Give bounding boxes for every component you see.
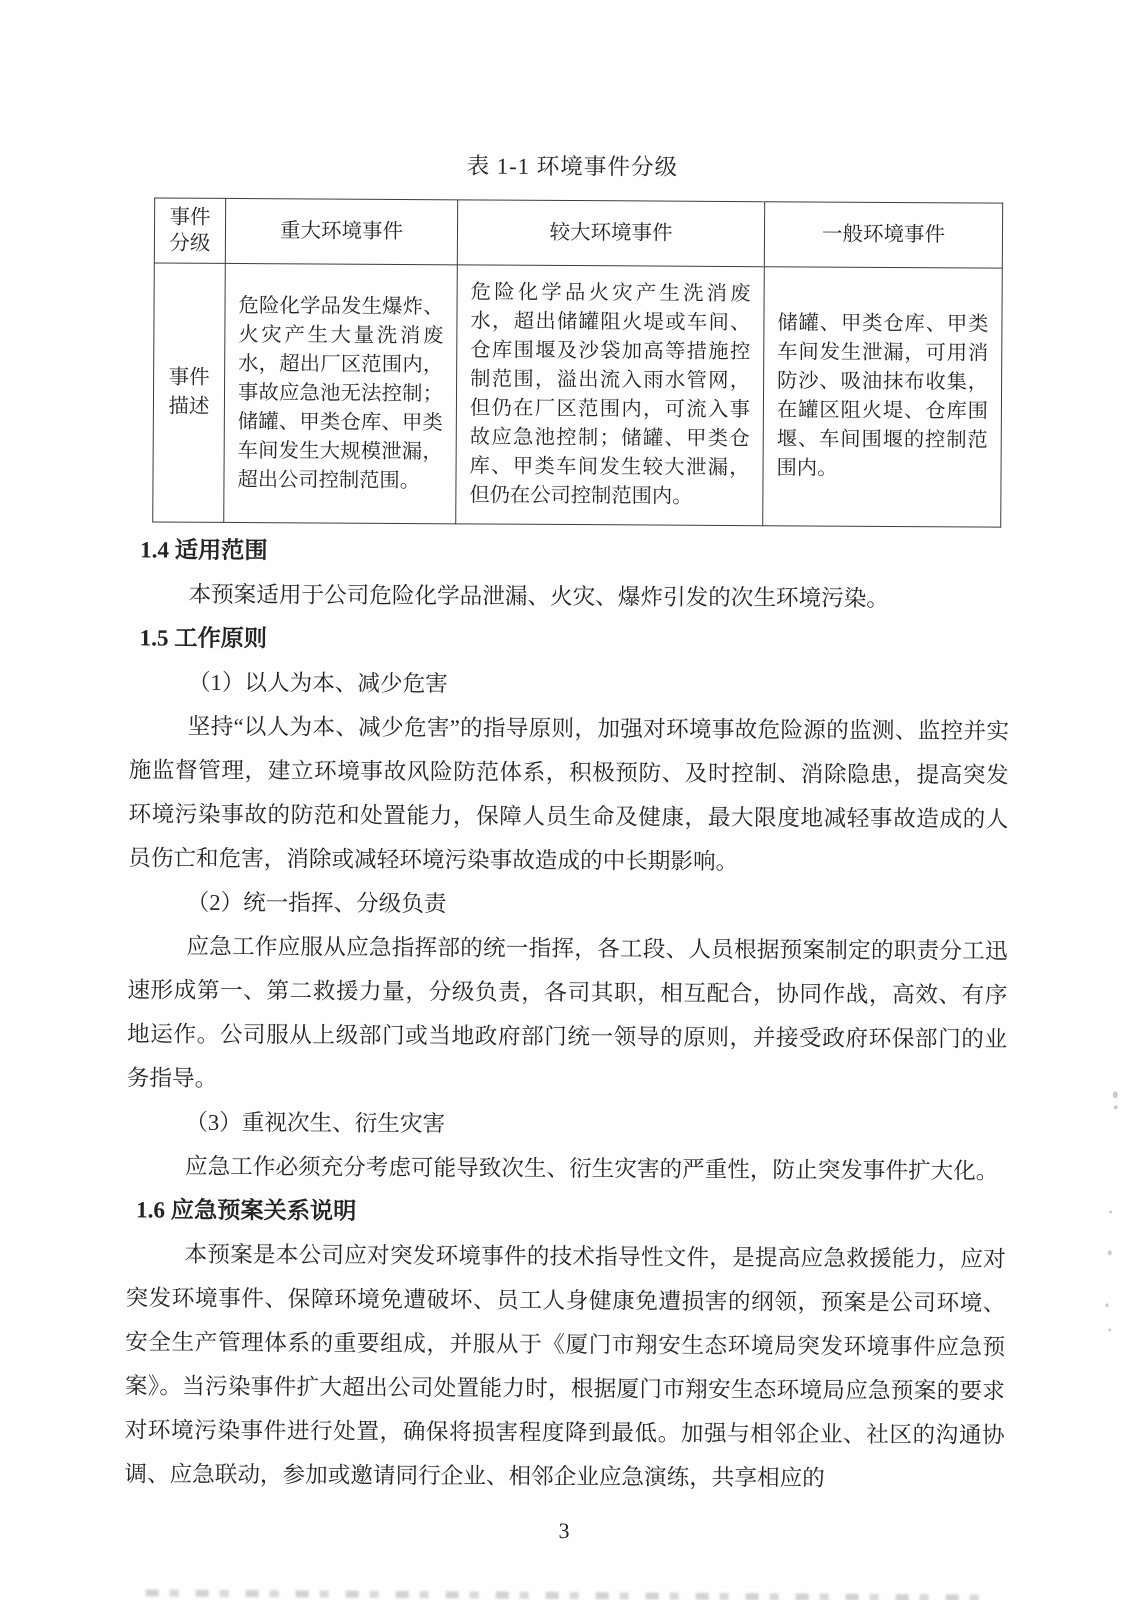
cell-general-event-description: 储罐、甲类仓库、甲类车间发生泄漏，可用消防沙、吸油抹布收集，在罐区阻火堤、仓库围堰、车间围堰的控制范围内。	[763, 267, 1003, 527]
scan-artifact	[1113, 1091, 1118, 1098]
sub-heading: （2）统一指挥、分级负责	[186, 889, 447, 917]
scan-artifact	[1109, 1210, 1112, 1213]
cell-larger-event-description: 危险化学品火灾产生洗消废水，超出储罐阻火堤或车间、仓库围堰及沙袋加高等措施控制范围，溢出流入雨水管网，但仍在厂区范围内，可流入事故应急池控制；储罐、甲类仓库、甲类车间发生较大泄漏，但仍在公司控制范围内。	[456, 265, 765, 526]
header-cell-general-event: 一般环境事件	[764, 202, 1002, 268]
paragraph: 应急工作必须充分考虑可能导致次生、衍生灾害的严重性，防止突发事件扩大化。	[184, 1153, 999, 1184]
table-row	[153, 263, 1003, 527]
sub-heading: （1）以人为本、减少危害	[187, 669, 448, 697]
header-cell-larger-event: 较大环境事件	[457, 200, 764, 267]
scan-artifact-bottom-text-bleed	[146, 1589, 991, 1600]
paragraph: 本预案适用于公司危险化学品泄漏、火灾、爆炸引发的次生环境污染。	[188, 581, 890, 611]
scan-artifact	[1108, 1328, 1111, 1331]
table-header-row	[154, 198, 1002, 268]
header-cell-event-level: 事件分级	[154, 198, 225, 263]
scan-artifact	[1114, 1105, 1118, 1109]
content-blocks	[124, 528, 1010, 1501]
section-heading: 1.5 工作原则	[139, 625, 268, 653]
paragraph: 本预案是本公司应对突发环境事件的技术指导性文件，是提高应急救援能力，应对突发环境事件、保障环境免遭破坏、员工人身健康免遭损害的纲领，预案是公司环境、安全生产管理体系的重要组成，并服从于《厦门市翔安生态环境局突发环境事件应急预案》。当污染事件扩大超出公司处置能力时，根据厦门市翔安生态环境局应急预案的要求对环境污染事件进行处置，确保将损害程度降到最低。加强与相邻企业、社区的沟通协调、应急联动，参加或邀请同行企业、相邻企业应急演练，共享相应的	[124, 1241, 1006, 1491]
row-label-event-description: 事件描述	[153, 263, 226, 522]
cell-major-event-description: 危险化学品发生爆炸、火灾产生大量洗消废水，超出厂区范围内，事故应急池无法控制；储罐、甲类仓库、甲类车间发生大规模泄漏，超出公司控制范围。	[224, 263, 458, 523]
table-caption: 表 1-1 环境事件分级	[466, 153, 679, 180]
scan-artifact	[1105, 1303, 1108, 1307]
event-classification-table	[152, 197, 1003, 527]
section-heading: 1.4 适用范围	[139, 537, 268, 565]
paragraph: 应急工作应服从应急指挥部的统一指挥，各工段、人员根据预案制定的职责分工迅速形成第一、第二救援力量，分级负责，各司其职，相互配合，协同作战，高效、有序地运作。公司服从上级部门或当地政府部门统一领导的原则，并接受政府环保部门的业务指导。	[126, 933, 1008, 1091]
page-number: 3	[558, 1517, 570, 1544]
sub-heading: （3）重视次生、衍生灾害	[185, 1109, 446, 1137]
paragraph: 坚持“以人为本、减少危害”的指导原则，加强对环境事故危险源的监测、监控并实施监督管理，建立环境事故风险防范体系，积极预防、及时控制、消除隐患，提高突发环境污染事故的防范和处置能力，保障人员生命及健康，最大限度地减轻事故造成的人员伤亡和危害，消除或减轻环境污染事故造成的中长期影响。	[128, 713, 1010, 875]
header-cell-major-event: 重大环境事件	[225, 198, 457, 264]
section-heading: 1.6 应急预案关系说明	[135, 1197, 357, 1225]
scan-artifact	[1108, 1250, 1112, 1255]
